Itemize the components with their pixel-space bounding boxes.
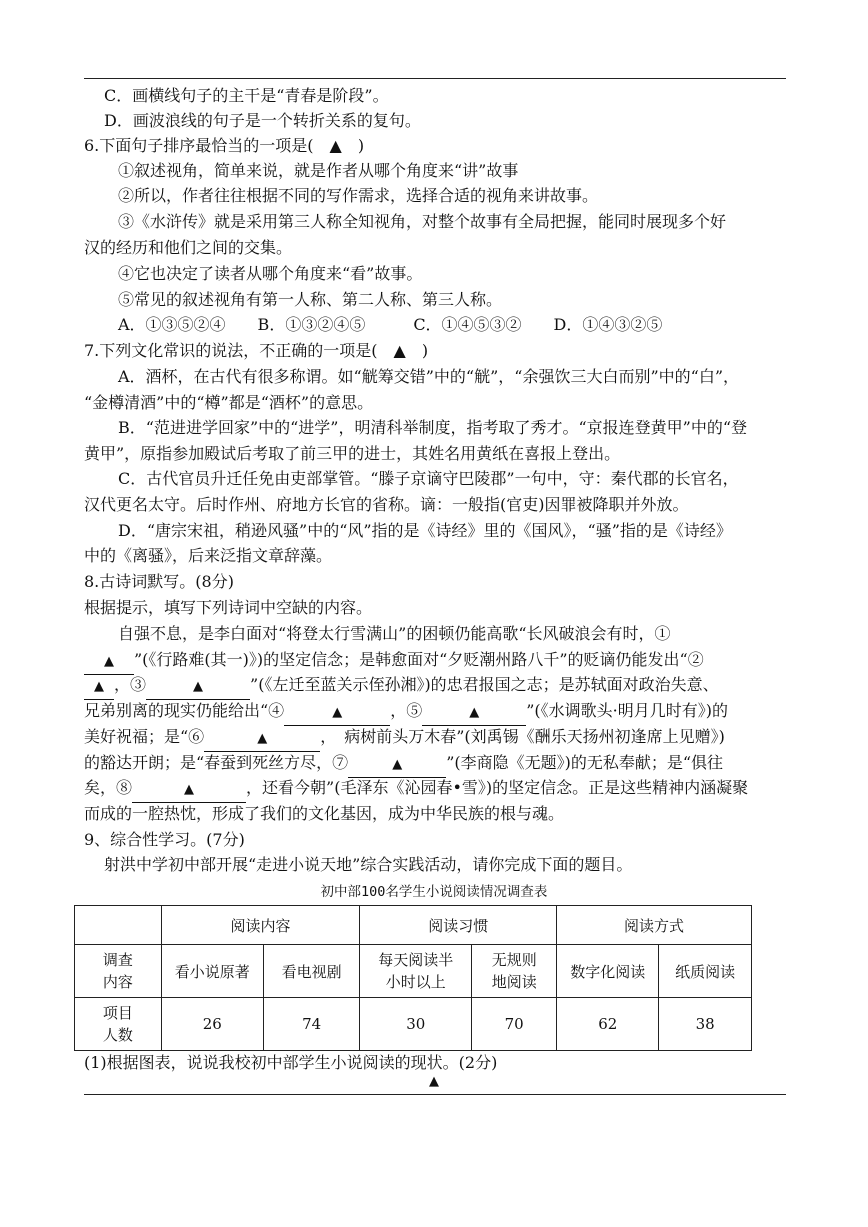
q6-sentence-2: ②所以，作者往往根据不同的写作需求，选择合适的视角来讲故事。 xyxy=(118,186,599,205)
q7-option-d-1: D．“唐宗宋祖，稍逊风骚”中的“风”指的是《诗经》里的《国风》，“骚”指的是《诗经》 xyxy=(118,521,732,540)
table-cell-empty xyxy=(75,906,162,945)
table-row xyxy=(75,906,752,945)
q6-sentence-4: ④它也决定了读者从哪个角度来“看”故事。 xyxy=(118,264,423,283)
count-cell: 30 xyxy=(360,998,472,1051)
q7-option-c-1: C．古代官员升迁任免由吏部掌管。“滕子京谪守巴陵郡”一句中，守：秦代郡的长官名， xyxy=(118,469,739,488)
item-cell: 看小说原著 xyxy=(161,945,263,998)
q7-option-a-1: A．酒杯，在古代有很多称谓。如“觥筹交错”中的“觥”，“余强饮三大白而别”中的“白”， xyxy=(118,367,739,386)
q8-paragraph-7: 矣，⑧ ▲ ，还看今朝”(毛泽东《沁园春•雪》)的坚定信念。正是这些精神内涵凝聚 xyxy=(84,776,784,803)
answer-line xyxy=(84,1094,786,1095)
question-6: 6.下面句子排序最恰当的一项是( ▲ ) xyxy=(84,136,365,155)
answer-blank-2[interactable]: ▲ xyxy=(84,673,114,700)
item-cell: 数字化阅读 xyxy=(557,945,659,998)
q6-sentence-3a: ③《水浒传》就是采用第三人称全知视角，对整个故事有全局把握，能同时展现多个好 xyxy=(118,212,727,231)
item-cell: 无规则 地阅读 xyxy=(472,945,557,998)
count-cell: 62 xyxy=(557,998,659,1051)
item-cell: 看电视剧 xyxy=(263,945,359,998)
group-header: 阅读方式 xyxy=(557,906,752,945)
answer-blank-4[interactable]: ▲ xyxy=(284,699,390,726)
option-c-q5: C．画横线句子的主干是“青春是阶段”。 xyxy=(104,86,389,105)
count-cell: 70 xyxy=(472,998,557,1051)
answer-marker[interactable]: ▲ xyxy=(429,1074,439,1089)
question-7: 7.下列文化常识的说法，不正确的一项是( ▲ ) xyxy=(84,341,429,360)
q8-paragraph-1: 自强不息，是李白面对“将登太行雪满山”的困顿仍能高歌“长风破浪会有时，① xyxy=(118,624,671,643)
q6-options: A．①③⑤②④ B．①③②④⑤ C．①④⑤③② D．①④③②⑤ xyxy=(118,315,663,334)
count-cell: 26 xyxy=(161,998,263,1051)
q8-paragraph-3: ▲ ，③ ▲ ”(《左迁至蓝关示侄孙湘》)的忠君报国之志；是苏轼面对政治失意、 xyxy=(84,673,784,700)
count-cell: 74 xyxy=(263,998,359,1051)
q8-paragraph-8: 而成的一腔热忱，形成了我们的文化基因，成为中华民族的根与魂。 xyxy=(84,804,565,823)
q7-option-b-1: B．“范进进学回家”中的“进学”，明清科举制度，指考取了秀才。“京报连登黄甲”中的“登 xyxy=(118,418,748,437)
q7-option-a-2: “金樽清酒”中的“樽”都是“酒杯”的意思。 xyxy=(84,393,374,412)
answer-blank-3[interactable]: ▲ xyxy=(146,673,250,700)
option-d-q5: D．画波浪线的句子是一个转折关系的复句。 xyxy=(104,111,421,130)
answer-blank-8[interactable]: ▲ xyxy=(132,776,246,803)
q7-option-d-2: 中的《离骚》，后来泛指文章辞藻。 xyxy=(84,546,333,565)
answer-blank-1[interactable]: ▲ xyxy=(84,648,134,675)
row-label: 项目 人数 xyxy=(75,998,162,1051)
q8-paragraph-2: ▲ ”(《行路难(其一)》)的坚定信念；是韩愈面对“夕贬潮州路八千”的贬谪仍能发出“② xyxy=(84,648,784,675)
question-8: 8.古诗词默写。(8分) xyxy=(84,572,234,591)
q6-sentence-1: ①叙述视角，简单来说，就是作者从哪个角度来“讲”故事 xyxy=(118,161,519,180)
table-row xyxy=(75,945,752,998)
answer-blank-6[interactable]: ▲ xyxy=(204,725,320,752)
q8-paragraph-4: 兄弟别离的现实仍能给出“④ ▲ ，⑤ ▲ ”(《水调歌头·明月几时有》)的 xyxy=(84,699,784,726)
answer-blank-5[interactable]: ▲ xyxy=(422,699,526,726)
row-label: 调查 内容 xyxy=(75,945,162,998)
q8-intro: 根据提示，填写下列诗词中空缺的内容。 xyxy=(84,598,373,617)
count-cell: 38 xyxy=(659,998,752,1051)
top-rule xyxy=(84,78,786,79)
q8-paragraph-5: 美好祝福；是“⑥ ▲ ， 病树前头万木春”(刘禹锡《酬乐天扬州初逢席上见赠》) xyxy=(84,725,784,752)
q7-option-c-2: 汉代更名太守。后时作州、府地方长官的省称。谪：一般指(官吏)因罪被降职并外放。 xyxy=(84,495,689,514)
item-cell: 每天阅读半 小时以上 xyxy=(360,945,472,998)
q7-option-b-2: 黄甲”，原指参加殿试后考取了前三甲的进士，其姓名用黄纸在喜报上登出。 xyxy=(84,444,621,463)
q9-subquestion-1: (1)根据图表，说说我校初中部学生小说阅读的现状。(2分) xyxy=(84,1053,498,1072)
group-header: 阅读内容 xyxy=(161,906,360,945)
table-caption: 初中部100名学生小说阅读情况调查表 xyxy=(320,884,548,900)
question-9: 9、综合性学习。(7分) xyxy=(84,830,245,849)
group-header: 阅读习惯 xyxy=(360,906,557,945)
survey-table xyxy=(74,905,752,1051)
answer-blank-7[interactable]: ▲ xyxy=(348,751,446,778)
q6-sentence-3b: 汉的经历和他们之间的交集。 xyxy=(84,238,293,257)
q9-intro: 射洪中学初中部开展“走进小说天地”综合实践活动，请你完成下面的题目。 xyxy=(104,855,633,874)
item-cell: 纸质阅读 xyxy=(659,945,752,998)
q6-sentence-5: ⑤常见的叙述视角有第一人称、第二人称、第三人称。 xyxy=(118,290,503,309)
q8-paragraph-6: 的豁达开朗；是“春蚕到死丝方尽，⑦ ▲ ”(李商隐《无题》)的无私奉献；是“俱往 xyxy=(84,751,784,778)
table-row xyxy=(75,998,752,1051)
